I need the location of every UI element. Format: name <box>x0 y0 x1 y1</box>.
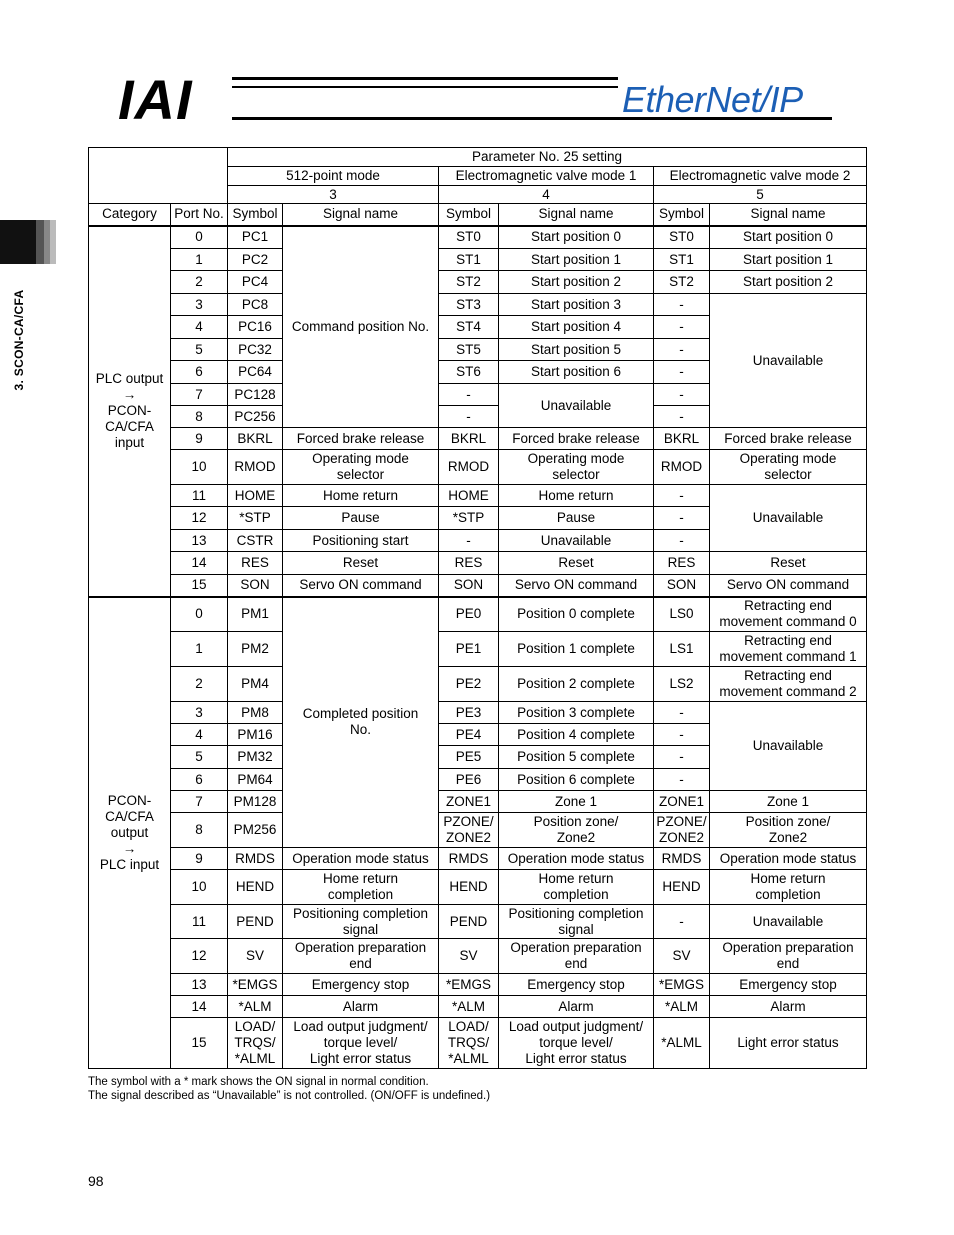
table-row <box>89 813 867 848</box>
symbol-cell: - <box>654 769 710 791</box>
chapter-tab-marker <box>50 220 56 264</box>
symbol-cell: ST4 <box>439 316 499 339</box>
signal-name-cell: Alarm <box>283 996 439 1018</box>
table-row <box>89 597 867 632</box>
column-header: Signal name <box>283 204 439 226</box>
ethernet-ip-logo: EtherNet/IP <box>622 79 803 120</box>
table-row <box>89 1018 867 1069</box>
table-row <box>89 271 867 294</box>
signal-name-cell: Alarm <box>499 996 654 1018</box>
symbol-cell: PE3 <box>439 702 499 724</box>
symbol-cell: *ALML <box>654 1018 710 1069</box>
symbol-cell: - <box>439 530 499 552</box>
signal-name-cell: Start position 1 <box>710 249 867 271</box>
signal-name-cell: Positioning completion signal <box>283 905 439 939</box>
symbol-cell: RMOD <box>654 450 710 485</box>
signal-name-cell: Home return completion <box>283 870 439 905</box>
symbol-cell: ST1 <box>439 249 499 271</box>
symbol-cell: ZONE1 <box>439 791 499 813</box>
symbol-cell: - <box>439 406 499 428</box>
signal-name-cell: Servo ON command <box>283 575 439 597</box>
signal-name-cell: Operation preparation end <box>283 939 439 974</box>
mode-value: 5 <box>654 186 867 204</box>
table-body <box>89 148 867 1069</box>
table-row <box>89 552 867 575</box>
port-number-cell: 10 <box>171 870 228 905</box>
symbol-cell: RES <box>654 552 710 575</box>
port-number-cell: 2 <box>171 667 228 702</box>
signal-name-cell: Position 6 complete <box>499 769 654 791</box>
table-row <box>89 485 867 507</box>
symbol-cell: ST2 <box>654 271 710 294</box>
port-number-cell: 7 <box>171 384 228 406</box>
symbol-cell: ZONE1 <box>654 791 710 813</box>
signal-name-cell: Servo ON command <box>499 575 654 597</box>
symbol-cell: ST2 <box>439 271 499 294</box>
chapter-tab-marker <box>0 220 36 264</box>
signal-name-cell: Reset <box>283 552 439 575</box>
parameter-header: Parameter No. 25 setting <box>228 148 867 167</box>
symbol-cell: - <box>654 702 710 724</box>
signal-name-cell: Start position 2 <box>710 271 867 294</box>
port-number-cell: 11 <box>171 905 228 939</box>
table-row <box>89 226 867 249</box>
signal-name-cell: Operating mode selector <box>283 450 439 485</box>
symbol-cell: PC16 <box>228 316 283 339</box>
signal-name-cell: Completed position No. <box>283 597 439 848</box>
table-row <box>89 939 867 974</box>
symbol-cell: LOAD/ TRQS/ *ALML <box>439 1018 499 1069</box>
symbol-cell: LS2 <box>654 667 710 702</box>
signal-name-cell: Position zone/ Zone2 <box>499 813 654 848</box>
symbol-cell: - <box>654 485 710 507</box>
signal-name-cell: Load output judgment/ torque level/ Light error status <box>499 1018 654 1069</box>
signal-name-cell: Forced brake release <box>499 428 654 450</box>
symbol-cell: PE6 <box>439 769 499 791</box>
symbol-cell: ST5 <box>439 339 499 361</box>
symbol-cell: SON <box>654 575 710 597</box>
symbol-cell: PE0 <box>439 597 499 632</box>
symbol-cell: *ALM <box>654 996 710 1018</box>
symbol-cell: PC4 <box>228 271 283 294</box>
symbol-cell: *ALM <box>228 996 283 1018</box>
signal-name-cell: Home return <box>499 485 654 507</box>
page-number: 98 <box>88 1173 104 1189</box>
port-number-cell: 15 <box>171 1018 228 1069</box>
symbol-cell: PE1 <box>439 632 499 667</box>
signal-name-cell: Command position No. <box>283 226 439 428</box>
port-number-cell: 6 <box>171 361 228 384</box>
category-cell: PCON- CA/CFA output → PLC input <box>89 597 171 1069</box>
signal-name-cell: Light error status <box>710 1018 867 1069</box>
port-number-cell: 0 <box>171 597 228 632</box>
signal-name-cell: Start position 4 <box>499 316 654 339</box>
table-notes <box>88 1075 490 1103</box>
signal-name-cell: Positioning completion signal <box>499 905 654 939</box>
signal-name-cell: Operation preparation end <box>710 939 867 974</box>
signal-name-cell: Unavailable <box>710 905 867 939</box>
symbol-cell: ST6 <box>439 361 499 384</box>
port-number-cell: 14 <box>171 996 228 1018</box>
mode-value: 3 <box>228 186 439 204</box>
symbol-cell: PM32 <box>228 746 283 769</box>
chapter-tab-label: 3. SCON-CA/CFA <box>12 289 26 391</box>
symbol-cell: - <box>654 384 710 406</box>
symbol-cell: CSTR <box>228 530 283 552</box>
symbol-cell: PM8 <box>228 702 283 724</box>
port-number-cell: 1 <box>171 249 228 271</box>
table-row <box>89 848 867 870</box>
column-header: Signal name <box>499 204 654 226</box>
note-line: The symbol with a * mark shows the ON signal in normal condition. <box>88 1076 429 1088</box>
port-number-cell: 11 <box>171 485 228 507</box>
mode-name: Electromagnetic valve mode 1 <box>439 167 654 186</box>
port-number-cell: 7 <box>171 791 228 813</box>
symbol-cell: - <box>654 905 710 939</box>
symbol-cell: BKRL <box>439 428 499 450</box>
symbol-cell: PC128 <box>228 384 283 406</box>
table-row <box>89 791 867 813</box>
symbol-cell: SON <box>228 575 283 597</box>
column-header: Port No. <box>171 204 228 226</box>
signal-name-cell: Position 4 complete <box>499 724 654 746</box>
symbol-cell: PM256 <box>228 813 283 848</box>
signal-name-cell: Pause <box>499 507 654 530</box>
category-cell: PLC output → PCON- CA/CFA input <box>89 226 171 597</box>
signal-name-cell: Unavailable <box>499 530 654 552</box>
symbol-cell: PC1 <box>228 226 283 249</box>
table-row <box>89 870 867 905</box>
table-row <box>89 575 867 597</box>
table-header-row <box>89 204 867 226</box>
table-row <box>89 632 867 667</box>
signal-name-cell: Unavailable <box>710 294 867 428</box>
symbol-cell: PEND <box>439 905 499 939</box>
symbol-cell: - <box>654 406 710 428</box>
table-row <box>89 428 867 450</box>
port-number-cell: 4 <box>171 724 228 746</box>
port-number-cell: 4 <box>171 316 228 339</box>
signal-name-cell: Emergency stop <box>283 974 439 996</box>
symbol-cell: PM1 <box>228 597 283 632</box>
symbol-cell: PM64 <box>228 769 283 791</box>
symbol-cell: HEND <box>654 870 710 905</box>
signal-name-cell: Unavailable <box>499 384 654 428</box>
symbol-cell: ST3 <box>439 294 499 316</box>
port-number-cell: 12 <box>171 507 228 530</box>
symbol-cell: HEND <box>228 870 283 905</box>
port-number-cell: 0 <box>171 226 228 249</box>
symbol-cell: RMDS <box>654 848 710 870</box>
symbol-cell: ST1 <box>654 249 710 271</box>
table-row <box>89 905 867 939</box>
signal-name-cell: Unavailable <box>710 485 867 552</box>
mode-value: 4 <box>439 186 654 204</box>
column-header: Category <box>89 204 171 226</box>
note-line: The signal described as “Unavailable” is not controlled. (ON/OFF is undefined.) <box>88 1090 491 1102</box>
signal-name-cell: Position zone/ Zone2 <box>710 813 867 848</box>
symbol-cell: LS0 <box>654 597 710 632</box>
port-number-cell: 2 <box>171 271 228 294</box>
iai-logo: IAI <box>118 68 193 131</box>
signal-name-cell: Start position 1 <box>499 249 654 271</box>
symbol-cell: PM4 <box>228 667 283 702</box>
signal-name-cell: Position 3 complete <box>499 702 654 724</box>
port-number-cell: 15 <box>171 575 228 597</box>
table-row <box>89 450 867 485</box>
symbol-cell: - <box>654 316 710 339</box>
signal-name-cell: Reset <box>710 552 867 575</box>
symbol-cell: HOME <box>228 485 283 507</box>
signal-name-cell: Reset <box>499 552 654 575</box>
signal-name-cell: Operating mode selector <box>499 450 654 485</box>
signal-assignment-table <box>88 147 867 1069</box>
mode-name: Electromagnetic valve mode 2 <box>654 167 867 186</box>
symbol-cell: RMOD <box>228 450 283 485</box>
symbol-cell: PC8 <box>228 294 283 316</box>
symbol-cell: RES <box>439 552 499 575</box>
port-number-cell: 10 <box>171 450 228 485</box>
table-header-row <box>89 148 867 167</box>
symbol-cell: - <box>439 384 499 406</box>
signal-name-cell: Load output judgment/ torque level/ Light error status <box>283 1018 439 1069</box>
symbol-cell: *ALM <box>439 996 499 1018</box>
port-number-cell: 3 <box>171 702 228 724</box>
signal-name-cell: Forced brake release <box>283 428 439 450</box>
symbol-cell: *STP <box>228 507 283 530</box>
symbol-cell: RMOD <box>439 450 499 485</box>
symbol-cell: RES <box>228 552 283 575</box>
signal-name-cell: Retracting end movement command 2 <box>710 667 867 702</box>
signal-name-cell: Home return completion <box>499 870 654 905</box>
symbol-cell: *EMGS <box>439 974 499 996</box>
symbol-cell: - <box>654 507 710 530</box>
symbol-cell: PC32 <box>228 339 283 361</box>
signal-name-cell: Start position 0 <box>499 226 654 249</box>
symbol-cell: *EMGS <box>228 974 283 996</box>
symbol-cell: PEND <box>228 905 283 939</box>
symbol-cell: SON <box>439 575 499 597</box>
port-number-cell: 13 <box>171 974 228 996</box>
symbol-cell: SV <box>654 939 710 974</box>
symbol-cell: - <box>654 724 710 746</box>
signal-name-cell: Position 1 complete <box>499 632 654 667</box>
symbol-cell: PZONE/ ZONE2 <box>439 813 499 848</box>
symbol-cell: PC2 <box>228 249 283 271</box>
symbol-cell: SV <box>228 939 283 974</box>
port-number-cell: 5 <box>171 746 228 769</box>
signal-name-cell: Position 2 complete <box>499 667 654 702</box>
signal-name-cell: Operation preparation end <box>499 939 654 974</box>
symbol-cell: ST0 <box>654 226 710 249</box>
signal-name-cell: Home return completion <box>710 870 867 905</box>
symbol-cell: PZONE/ ZONE2 <box>654 813 710 848</box>
symbol-cell: - <box>654 294 710 316</box>
symbol-cell: PM128 <box>228 791 283 813</box>
port-number-cell: 1 <box>171 632 228 667</box>
symbol-cell: RMDS <box>228 848 283 870</box>
symbol-cell: LS1 <box>654 632 710 667</box>
header-rule <box>232 77 618 80</box>
port-number-cell: 14 <box>171 552 228 575</box>
signal-name-cell: Pause <box>283 507 439 530</box>
symbol-cell: PE5 <box>439 746 499 769</box>
table-row <box>89 667 867 702</box>
symbol-cell: PC256 <box>228 406 283 428</box>
signal-name-cell: Alarm <box>710 996 867 1018</box>
table-row <box>89 249 867 271</box>
symbol-cell: - <box>654 530 710 552</box>
port-number-cell: 12 <box>171 939 228 974</box>
symbol-cell: *STP <box>439 507 499 530</box>
column-header: Symbol <box>228 204 283 226</box>
table-row <box>89 974 867 996</box>
signal-name-cell: Position 0 complete <box>499 597 654 632</box>
column-header: Symbol <box>439 204 499 226</box>
signal-name-cell: Retracting end movement command 0 <box>710 597 867 632</box>
port-number-cell: 9 <box>171 848 228 870</box>
header-blank-cell <box>89 148 228 204</box>
port-number-cell: 8 <box>171 813 228 848</box>
symbol-cell: LOAD/ TRQS/ *ALML <box>228 1018 283 1069</box>
signal-name-cell: Start position 3 <box>499 294 654 316</box>
port-number-cell: 9 <box>171 428 228 450</box>
column-header: Symbol <box>654 204 710 226</box>
signal-name-cell: Operation mode status <box>710 848 867 870</box>
port-number-cell: 6 <box>171 769 228 791</box>
signal-name-cell: Operation mode status <box>499 848 654 870</box>
symbol-cell: - <box>654 746 710 769</box>
signal-name-cell: Forced brake release <box>710 428 867 450</box>
signal-name-cell: Start position 6 <box>499 361 654 384</box>
symbol-cell: BKRL <box>654 428 710 450</box>
signal-name-cell: Emergency stop <box>710 974 867 996</box>
symbol-cell: ST0 <box>439 226 499 249</box>
symbol-cell: SV <box>439 939 499 974</box>
column-header: Signal name <box>710 204 867 226</box>
chapter-tab-marker <box>36 220 44 264</box>
symbol-cell: PC64 <box>228 361 283 384</box>
signal-name-cell: Servo ON command <box>710 575 867 597</box>
signal-name-cell: Positioning start <box>283 530 439 552</box>
symbol-cell: HOME <box>439 485 499 507</box>
header-rule <box>232 86 618 88</box>
port-number-cell: 8 <box>171 406 228 428</box>
symbol-cell: - <box>654 339 710 361</box>
symbol-cell: HEND <box>439 870 499 905</box>
signal-name-cell: Operating mode selector <box>710 450 867 485</box>
mode-name: 512-point mode <box>228 167 439 186</box>
signal-name-cell: Start position 5 <box>499 339 654 361</box>
signal-name-cell: Zone 1 <box>499 791 654 813</box>
symbol-cell: PE2 <box>439 667 499 702</box>
table-row <box>89 294 867 316</box>
symbol-cell: *EMGS <box>654 974 710 996</box>
signal-name-cell: Operation mode status <box>283 848 439 870</box>
signal-name-cell: Zone 1 <box>710 791 867 813</box>
symbol-cell: BKRL <box>228 428 283 450</box>
signal-name-cell: Retracting end movement command 1 <box>710 632 867 667</box>
symbol-cell: PE4 <box>439 724 499 746</box>
signal-name-cell: Emergency stop <box>499 974 654 996</box>
signal-name-cell: Home return <box>283 485 439 507</box>
port-number-cell: 3 <box>171 294 228 316</box>
signal-name-cell: Position 5 complete <box>499 746 654 769</box>
symbol-cell: PM2 <box>228 632 283 667</box>
symbol-cell: PM16 <box>228 724 283 746</box>
symbol-cell: - <box>654 361 710 384</box>
port-number-cell: 13 <box>171 530 228 552</box>
signal-name-cell: Unavailable <box>710 702 867 791</box>
port-number-cell: 5 <box>171 339 228 361</box>
table-row <box>89 996 867 1018</box>
table-row <box>89 702 867 724</box>
signal-name-cell: Start position 0 <box>710 226 867 249</box>
signal-name-cell: Start position 2 <box>499 271 654 294</box>
symbol-cell: RMDS <box>439 848 499 870</box>
